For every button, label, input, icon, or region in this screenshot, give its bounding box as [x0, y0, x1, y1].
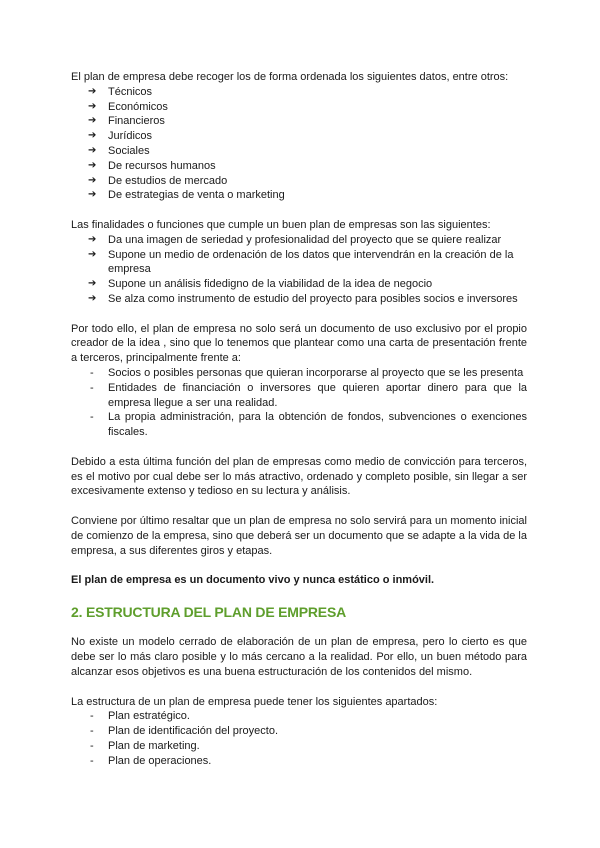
- arrow-bullet-icon: ➔: [88, 233, 97, 245]
- arrow-bullet-icon: ➔: [88, 85, 97, 97]
- list-item: ➔ Jurídicos: [88, 130, 153, 143]
- list-item: ➔ Da una imagen de seriedad y profesionalidad del proyecto que se quiere realizar: [88, 233, 502, 246]
- dash-bullet: -: [90, 411, 94, 424]
- arrow-bullet-icon: ➔: [88, 144, 97, 156]
- arrow-bullet-icon: ➔: [88, 174, 97, 186]
- list-item: - Plan de operaciones.: [90, 754, 212, 767]
- list-item: ➔ De estrategias de venta o marketing: [88, 189, 285, 202]
- arrow-bullet-icon: ➔: [88, 248, 97, 260]
- arrow-bullet-icon: ➔: [88, 100, 97, 112]
- list-item: ➔ Se alza como instrumento de estudio del proyecto para posibles socios e inversores: [88, 292, 518, 305]
- list-item: ➔ Técnicos: [88, 85, 153, 98]
- list-item: - Socios o posibles personas que quieran incorporarse al proyecto que se les presenta: [90, 366, 524, 379]
- bold-statement: El plan de empresa es un documento vivo y nunca estático o inmóvil.: [71, 574, 435, 587]
- arrow-bullet-icon: ➔: [88, 189, 97, 201]
- arrow-bullet-icon: ➔: [88, 278, 97, 290]
- arrow-bullet-icon: ➔: [88, 130, 97, 142]
- purposes-paragraph: Las finalidades o funciones que cumple un buen plan de empresas son las siguientes:: [71, 218, 491, 231]
- arrow-bullet-icon: ➔: [88, 159, 97, 171]
- audience-paragraph: Por todo ello, el plan de empresa no solo será un documento de uso exclusivo por el propio creador de la idea , sino que lo tenemos que plantear como una carta de presentación frente a terceros, principalmente frente a:: [71, 322, 527, 365]
- dash-bullet: -: [90, 366, 94, 379]
- dash-bullet: -: [90, 740, 94, 753]
- list-item: ➔ Supone un medio de ordenación de los datos que intervendrán en la creación de la empresa: [88, 248, 514, 276]
- list-item: - Plan estratégico.: [90, 710, 190, 723]
- document-content: [71, 70, 527, 769]
- list-item: ➔ Supone un análisis fidedigno de la viabilidad de la idea de negocio: [88, 278, 433, 291]
- list-item: ➔ Financieros: [88, 115, 165, 128]
- dash-bullet: -: [90, 710, 94, 723]
- section-heading: 2. ESTRUCTURA DEL PLAN DE EMPRESA: [71, 603, 346, 620]
- dash-bullet: -: [90, 725, 94, 738]
- dash-bullet: -: [90, 754, 94, 767]
- conclusion-paragraph: Conviene por último resaltar que un plan de empresa no solo servirá para un momento inicial de comienzo de la empresa, sino que deberá ser un documento que se adapte a la vida de la empresa, a sus diferentes giros y etapas.: [71, 514, 527, 557]
- intro-paragraph: El plan de empresa debe recoger los de forma ordenada los siguientes datos, entre otros:: [71, 71, 509, 83]
- conviction-paragraph: Debido a esta última función del plan de empresas como medio de convicción para terceros, es el motivo por cual debe ser lo más atractivo, ordenado y completo posible, sin llegar a ser excesivamente extenso y tedioso en su lectura y análisis.: [71, 455, 527, 498]
- structure-list-intro: La estructura de un plan de empresa puede tener los siguientes apartados:: [71, 695, 438, 708]
- list-item: - Plan de identificación del proyecto.: [90, 725, 278, 738]
- data-types-list: [71, 85, 527, 203]
- list-item: ➔ Económicos: [88, 100, 168, 113]
- list-item: - Plan de marketing.: [90, 740, 200, 753]
- list-item: ➔ De estudios de mercado: [88, 174, 228, 187]
- structure-paragraph: No existe un modelo cerrado de elaboración de un plan de empresa, pero lo cierto es que debe ser lo más claro posible y lo más cercano a la realidad. Por ello, un buen método para alcanzar esos objetivos es una buena estructuración de los contenidos del mismo.: [71, 636, 527, 679]
- list-item: - La propia administración, para la obtención de fondos, subvenciones o exenciones fiscales.: [90, 411, 527, 439]
- list-item: ➔ De recursos humanos: [88, 159, 216, 172]
- list-item: - Entidades de financiación o inversores que quieren aportar dinero para que la empresa llegue a ser una realidad.: [90, 381, 527, 409]
- audience-list: [71, 366, 527, 440]
- dash-bullet: -: [90, 381, 94, 394]
- purposes-list: [71, 233, 527, 307]
- structure-list: [71, 709, 527, 768]
- arrow-bullet-icon: ➔: [88, 292, 97, 304]
- list-item: ➔ Sociales: [88, 144, 150, 157]
- arrow-bullet-icon: ➔: [88, 115, 97, 127]
